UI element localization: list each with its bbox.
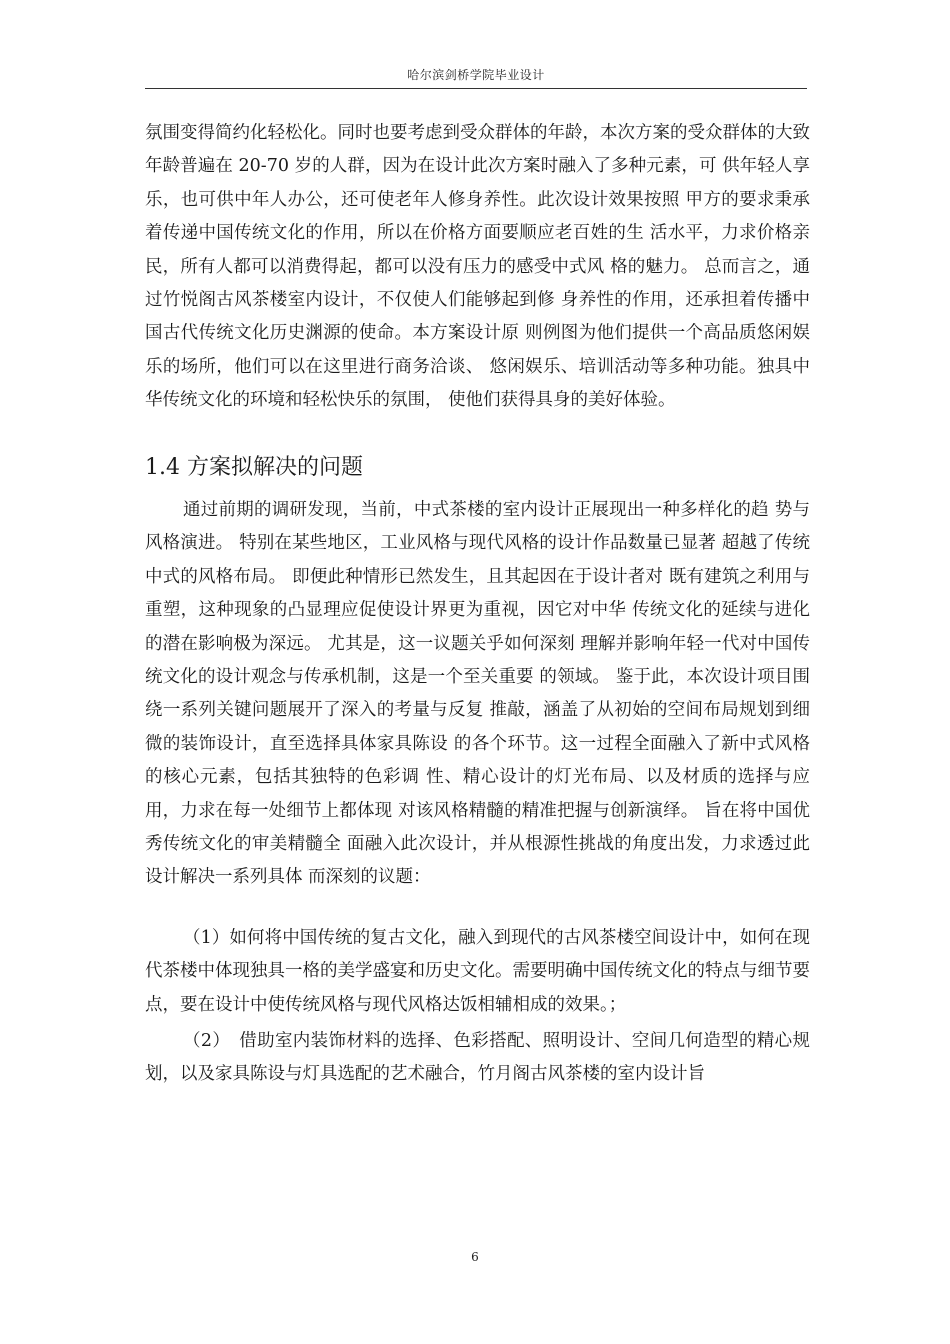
page-header: 哈尔滨剑桥学院毕业设计 xyxy=(407,68,545,82)
body-paragraph-3 xyxy=(145,922,810,1022)
section-heading: 1.4 方案拟解决的问题 xyxy=(145,455,363,480)
paragraph-text: 通过前期的调研发现，当前，中式茶楼的室内设计正展现出一种多样化的趋 势与风格演进。 特别在某些地区，工业风格与现代风格的设计作品数量已显著 超越了传统中式的风格布局。 即便此种情形已然发生，且其起因在于设计者对 既有建筑之利用与重塑，这种现象的凸显理应促使设计界更为重视，因它对中华 传统文化的延续与进化的潜在影响极为深远。 尤其是，这一议题关乎如何深刻 理解并影响年轻一代对中国传统文化的设计观念与传承机制，这是一个至关重要 的领域。 鉴于此，本次设计项目围绕一系列关键问题展开了深入的考量与反复 推敲，涵盖了从初始的空间布局规划到细微的装饰设计，直至选择具体家具陈设 的各个环节。这一过程全面融入了新中式风格的核心元素，包括其独特的色彩调 性、精心设计的灯光布局、以及材质的选择与应用，力求在每一处细节上都体现 对该风格精髓的精准把握与创新演绎。 旨在将中国优秀传统文化的审美精髓全 面融入此次设计，并从根源性挑战的角度出发，力求透过此设计解决一系列具体 而深刻的议题： xyxy=(145,500,810,888)
paragraph-text: （1）如何将中国传统的复古文化，融入到现代的古风茶楼空间设计中，如何在现代茶楼中体现独具一格的美学盛宴和历史文化。需要明确中国传统文化的特点与细节要点，要在设计中使传统风格与现代风格达饭相辅相成的效果。； xyxy=(145,928,810,1015)
page-number: 6 xyxy=(471,1250,479,1264)
paragraph-text: （2） 借助室内装饰材料的选择、色彩搭配、照明设计、空间几何造型的精心规划，以及家具陈设与灯具选配的艺术融合，竹月阁古风茶楼的室内设计旨 xyxy=(145,1031,810,1085)
body-paragraph-1 xyxy=(145,117,810,418)
header-divider xyxy=(145,88,807,89)
body-paragraph-4 xyxy=(145,1025,810,1092)
body-paragraph-2 xyxy=(145,494,810,895)
paragraph-text: 氛围变得简约化轻松化。同时也要考虑到受众群体的年龄，本次方案的受众群体的大致年龄普遍在 20-70 岁的人群，因为在设计此次方案时融入了多种元素，可 供年轻人享乐，也可供中年人办公，还可使老年人修身养性。此次设计效果按照 甲方的要求秉承着传递中国传统文化的作用，所以在价格方面要顺应老百姓的生 活水平，力求价格亲民，所有人都可以消费得起，都可以没有压力的感受中式风 格的魅力。 总而言之，通过竹悦阁古风茶楼室内设计，不仅使人们能够起到修 身养性的作用，还承担着传播中国古代传统文化历史渊源的使命。本方案设计原 则例图为他们提供一个高品质悠闲娱乐的场所，他们可以在这里进行商务洽谈、 悠闲娱乐、培训活动等多种功能。独具中华传统文化的环境和轻松快乐的氛围， 使他们获得具身的美好体验。 xyxy=(145,123,810,411)
